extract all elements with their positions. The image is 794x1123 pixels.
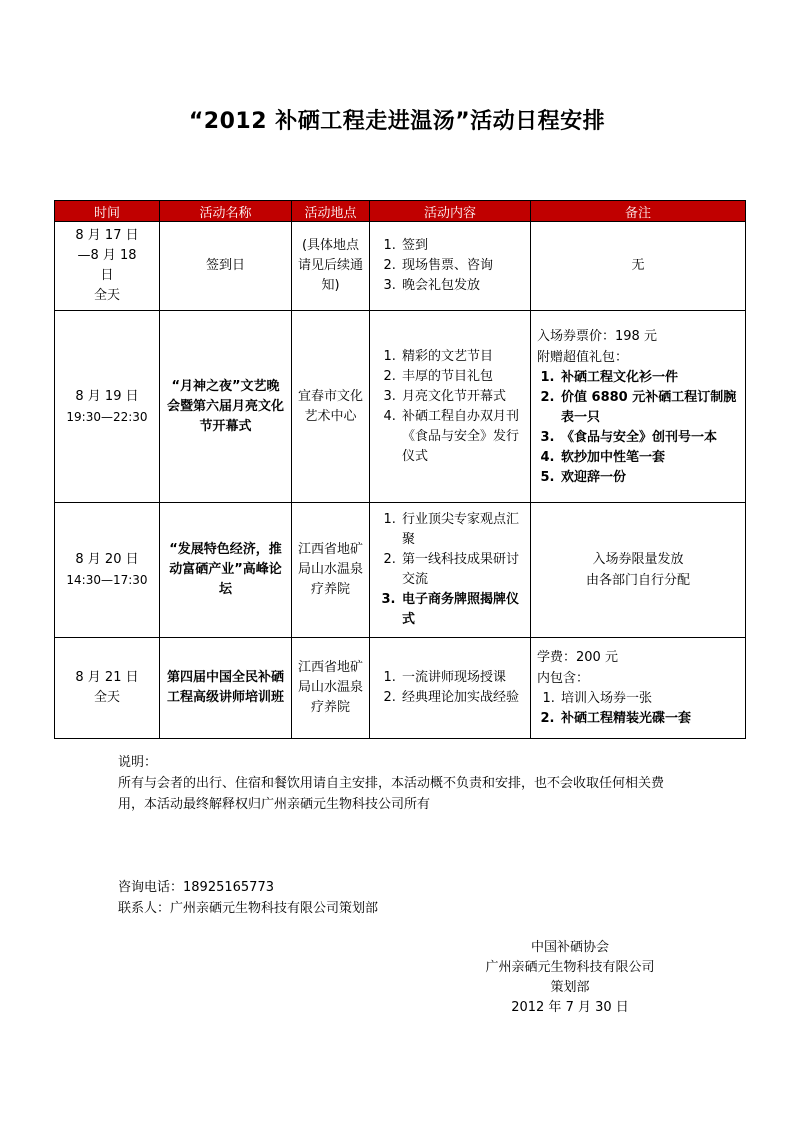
list-item: 3. 月亮文化节开幕式 (400, 387, 524, 407)
signature-dept: 策划部 (550, 980, 590, 995)
activity-name-cell: “发展特色经济，推动富硒产业”高峰论坛 (160, 503, 292, 638)
header-location: 活动地点 (292, 201, 370, 222)
time-cell (55, 503, 160, 638)
date-text: 8 月 19 日 (75, 388, 139, 404)
list-item: 1. 签到 (400, 236, 524, 256)
contact-section (118, 877, 378, 919)
table-header-row (55, 201, 746, 222)
time-text: 全天 (93, 690, 120, 705)
location-cell: 宜春市文化艺术中心 (292, 311, 370, 503)
activity-name-cell: 签到日 (160, 222, 292, 311)
time-cell (55, 222, 160, 311)
list-item: 2. 丰厚的节目礼包 (400, 367, 524, 387)
includes-heading: 内包含： (537, 671, 590, 686)
table-row (55, 503, 746, 638)
header-activity-name: 活动名称 (160, 201, 292, 222)
table-row (55, 638, 746, 739)
content-cell (370, 638, 531, 739)
location-cell: (具体地点请见后续通知) (292, 222, 370, 311)
list-item: 1. 一流讲师现场授课 (400, 668, 524, 688)
remarks-cell (531, 638, 746, 739)
table-row (55, 311, 746, 503)
activity-name-cell: 第四届中国全民补硒工程高级讲师培训班 (160, 638, 292, 739)
location-cell: 江西省地矿局山水温泉疗养院 (292, 638, 370, 739)
time-text: 19:30—22:30 (66, 409, 148, 424)
signature-org-2: 广州亲硒元生物科技有限公司 (485, 960, 655, 975)
signature-org-1: 中国补硒协会 (530, 940, 609, 955)
list-item: 3. 《食品与安全》创刊号一本 (559, 428, 739, 448)
remarks-cell (531, 311, 746, 503)
remarks-cell: 无 (531, 222, 746, 311)
list-item: 1. 补硒工程文化衫一件 (559, 368, 739, 388)
list-item: 1. 培训入场券一张 (559, 689, 739, 709)
date-text: 8 月 17 日—8 月 18 日 (75, 228, 139, 283)
list-item: 2. 补硒工程精装光碟一套 (559, 709, 739, 729)
contact-person: 联系人：广州亲硒元生物科技有限公司策划部 (118, 901, 379, 916)
list-item: 2. 第一线科技成果研讨交流 (400, 550, 524, 590)
list-item: 2. 现场售票、咨询 (400, 256, 524, 276)
list-item: 4. 补硒工程自办双月刊《食品与安全》发行仪式 (400, 407, 524, 467)
list-item: 2. 经典理论加实战经验 (400, 688, 524, 708)
schedule-table (54, 200, 746, 739)
signature-date: 2012 年 7 月 30 日 (511, 1000, 629, 1015)
remark-line: 入场券限量发放 (592, 552, 684, 567)
list-item: 2. 价值 6880 元补硒工程订制腕表一只 (559, 388, 739, 428)
gift-pack-heading: 附赠超值礼包： (537, 349, 629, 365)
notes-heading: 说明： (118, 755, 158, 770)
time-cell (55, 638, 160, 739)
notes-section (118, 752, 678, 815)
table-row (55, 222, 746, 311)
list-item: 4. 软抄加中性笔一套 (559, 448, 739, 468)
list-item: 3. 晚会礼包发放 (400, 276, 524, 296)
content-cell (370, 503, 531, 638)
tuition-text: 学费：200 元 (537, 650, 618, 665)
date-text: 8 月 21 日 (75, 670, 139, 685)
time-cell (55, 311, 160, 503)
remarks-cell (531, 503, 746, 638)
ticket-price-text: 入场券票价：198 元 (537, 328, 657, 344)
remark-line: 由各部门自行分配 (585, 573, 690, 588)
list-item: 1. 行业顶尖专家观点汇聚 (400, 510, 524, 550)
notes-body: 所有与会者的出行、住宿和餐饮用请自主安排，本活动概不负责和安排，也不会收取任何相关费用，本活动最终解释权归广州亲硒元生物科技公司所有 (118, 776, 665, 812)
list-item: 1. 精彩的文艺节目 (400, 347, 524, 367)
time-text: 14:30—17:30 (66, 573, 148, 587)
list-item: 3. 电子商务牌照揭牌仪式 (400, 590, 524, 630)
time-text: 全天 (93, 288, 120, 303)
page-title: “2012 补硒工程走进温汤”活动日程安排 (188, 109, 606, 134)
signature-block (440, 938, 700, 1018)
content-cell (370, 311, 531, 503)
contact-phone: 咨询电话：18925165773 (118, 880, 274, 895)
list-item: 5. 欢迎辞一份 (559, 468, 739, 488)
activity-name-cell: “月神之夜”文艺晚会暨第六届月亮文化节开幕式 (160, 311, 292, 503)
date-text: 8 月 20 日 (75, 552, 139, 567)
header-content: 活动内容 (370, 201, 531, 222)
content-cell (370, 222, 531, 311)
location-cell: 江西省地矿局山水温泉疗养院 (292, 503, 370, 638)
header-time: 时间 (55, 201, 160, 222)
header-remarks: 备注 (531, 201, 746, 222)
